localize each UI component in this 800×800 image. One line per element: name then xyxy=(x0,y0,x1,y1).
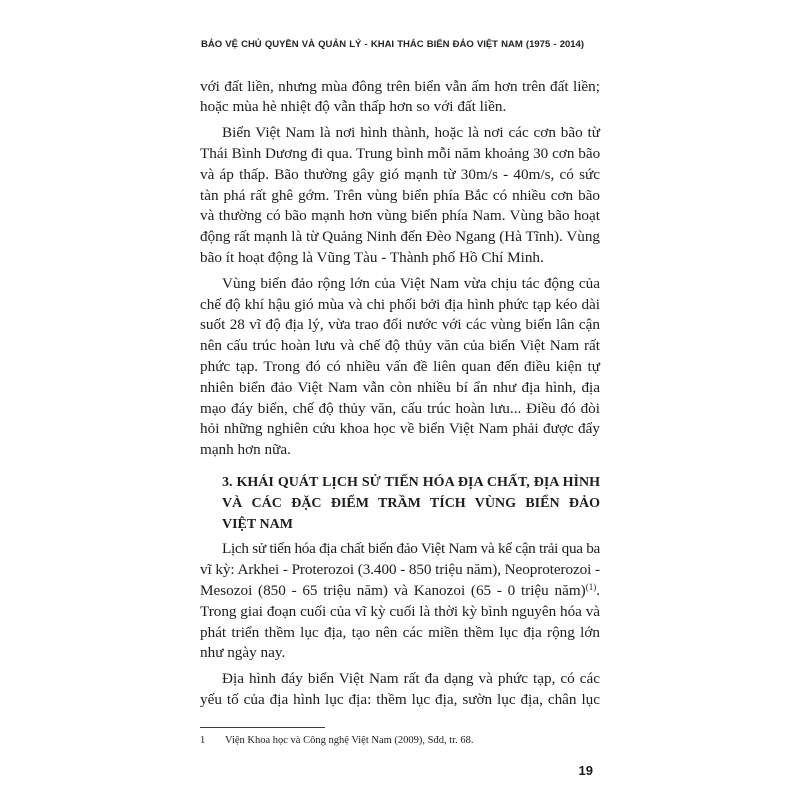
text-line: như ngày nay. xyxy=(200,644,286,662)
running-header: BẢO VỆ CHỦ QUYỀN VÀ QUẢN LÝ - KHAI THÁC BIỂN ĐẢO VIỆT NAM (1975 - 2014) xyxy=(201,39,584,50)
text-line: Trong giai đoạn cuối của vĩ kỳ cuối là thời kỳ bình nguyên hóa và xyxy=(200,602,600,620)
paragraph xyxy=(200,77,600,119)
text-line: tàn phá rất ghê gớm. Trên vùng biển phía Bắc có nhiều cơn bão xyxy=(200,186,600,204)
section-heading-line: VÀ CÁC ĐẶC ĐIỂM TRẦM TÍCH VÙNG BIỂN ĐẢO xyxy=(222,495,600,511)
text-line: phức tạp. Trong đó có nhiều vấn đề liên quan đến điều kiện tự xyxy=(200,357,600,375)
text-line: yếu tố của địa hình lục địa: thềm lục địa, sườn lục địa, chân lục xyxy=(200,690,600,708)
paragraph xyxy=(200,123,600,269)
paragraph xyxy=(200,669,600,711)
footnote-call-punctuation: . xyxy=(596,581,600,599)
section-heading-line: VIỆT NAM xyxy=(222,516,293,532)
text-line: Lịch sử tiến hóa địa chất biển đảo Việt Nam và kể cận trải qua ba xyxy=(222,540,600,558)
text-line: động rất mạnh là từ Quảng Ninh đến Đèo Ngang (Hà Tĩnh). Vùng xyxy=(200,228,600,246)
text-line: hoặc mùa hè nhiệt độ vẫn thấp hơn so với đất liền. xyxy=(200,98,507,116)
text-line: vĩ kỳ: Arkhei - Proterozoi (3.400 - 850 triệu năm), Neoproterozoi - xyxy=(200,561,600,579)
text-line: chế độ khí hậu gió mùa và chi phối bởi địa hình phức tạp kéo dài xyxy=(200,295,600,313)
footnote-rule xyxy=(200,727,325,728)
text-column xyxy=(200,77,600,711)
paragraph xyxy=(200,274,600,461)
paragraph xyxy=(200,539,600,664)
text-line: phát triển thềm lục địa, tạo nên các miền thềm lục địa rộng lớn xyxy=(200,623,600,641)
text-line-content: Mesozoi (850 - 65 triệu năm) và Kanozoi (65 - 0 triệu năm) xyxy=(200,581,586,599)
text-line: Thái Bình Dương đi qua. Trung bình mỗi năm khoảng 30 cơn bão xyxy=(200,144,601,162)
text-line: và thường có bão mạnh hơn vùng biển phía Nam. Vùng bão hoạt xyxy=(200,207,600,225)
text-line: mạo đáy biển, chế độ thủy văn, cấu trúc hoàn lưu... Điều đó đòi xyxy=(200,399,600,417)
text-line: và áp thấp. Bão thường gây gió mạnh từ 30m/s - 40m/s, có sức xyxy=(200,165,600,183)
text-line: Địa hình đáy biển Việt Nam rất đa dạng và phức tạp, có các xyxy=(222,670,600,688)
section-heading xyxy=(200,473,600,535)
text-line: nên cấu trúc hoàn lưu và chế độ thủy văn của biển Việt Nam rất xyxy=(200,337,600,355)
footnote xyxy=(200,734,600,748)
text-line: với đất liền, nhưng mùa đông trên biển vẫn ấm hơn trên đất liền; xyxy=(200,77,600,95)
section-heading-line: 3. KHÁI QUÁT LỊCH SỬ TIẾN HÓA ĐỊA CHẤT, ĐỊA HÌNH xyxy=(222,474,600,490)
footnote-number: 1 xyxy=(200,735,206,746)
text-line: Vùng biển đảo rộng lớn của Việt Nam vừa chịu tác động của xyxy=(222,274,600,292)
text-line: mạnh hơn nữa. xyxy=(200,441,291,459)
text-line: nhiên biển đảo Việt Nam vẫn còn nhiều bí ẩn như địa hình, địa xyxy=(200,378,600,396)
text-line: bão ít hoạt động là Vũng Tàu - Thành phố Hồ Chí Minh. xyxy=(200,248,544,266)
text-line xyxy=(200,581,600,602)
page-number: 19 xyxy=(578,763,593,778)
text-line: hỏi những nghiên cứu khoa học về biển Việt Nam phải được đẩy xyxy=(200,420,600,438)
footnote-text: Viện Khoa học và Công nghệ Việt Nam (2009), Sđd, tr. 68. xyxy=(225,735,474,746)
text-line: Biển Việt Nam là nơi hình thành, hoặc là nơi các cơn bão từ xyxy=(222,124,600,142)
footnote-marker: (1) xyxy=(585,581,597,592)
text-line: suốt 28 vĩ độ địa lý, vừa trao đổi nước với các vùng biển lân cận xyxy=(200,316,600,334)
